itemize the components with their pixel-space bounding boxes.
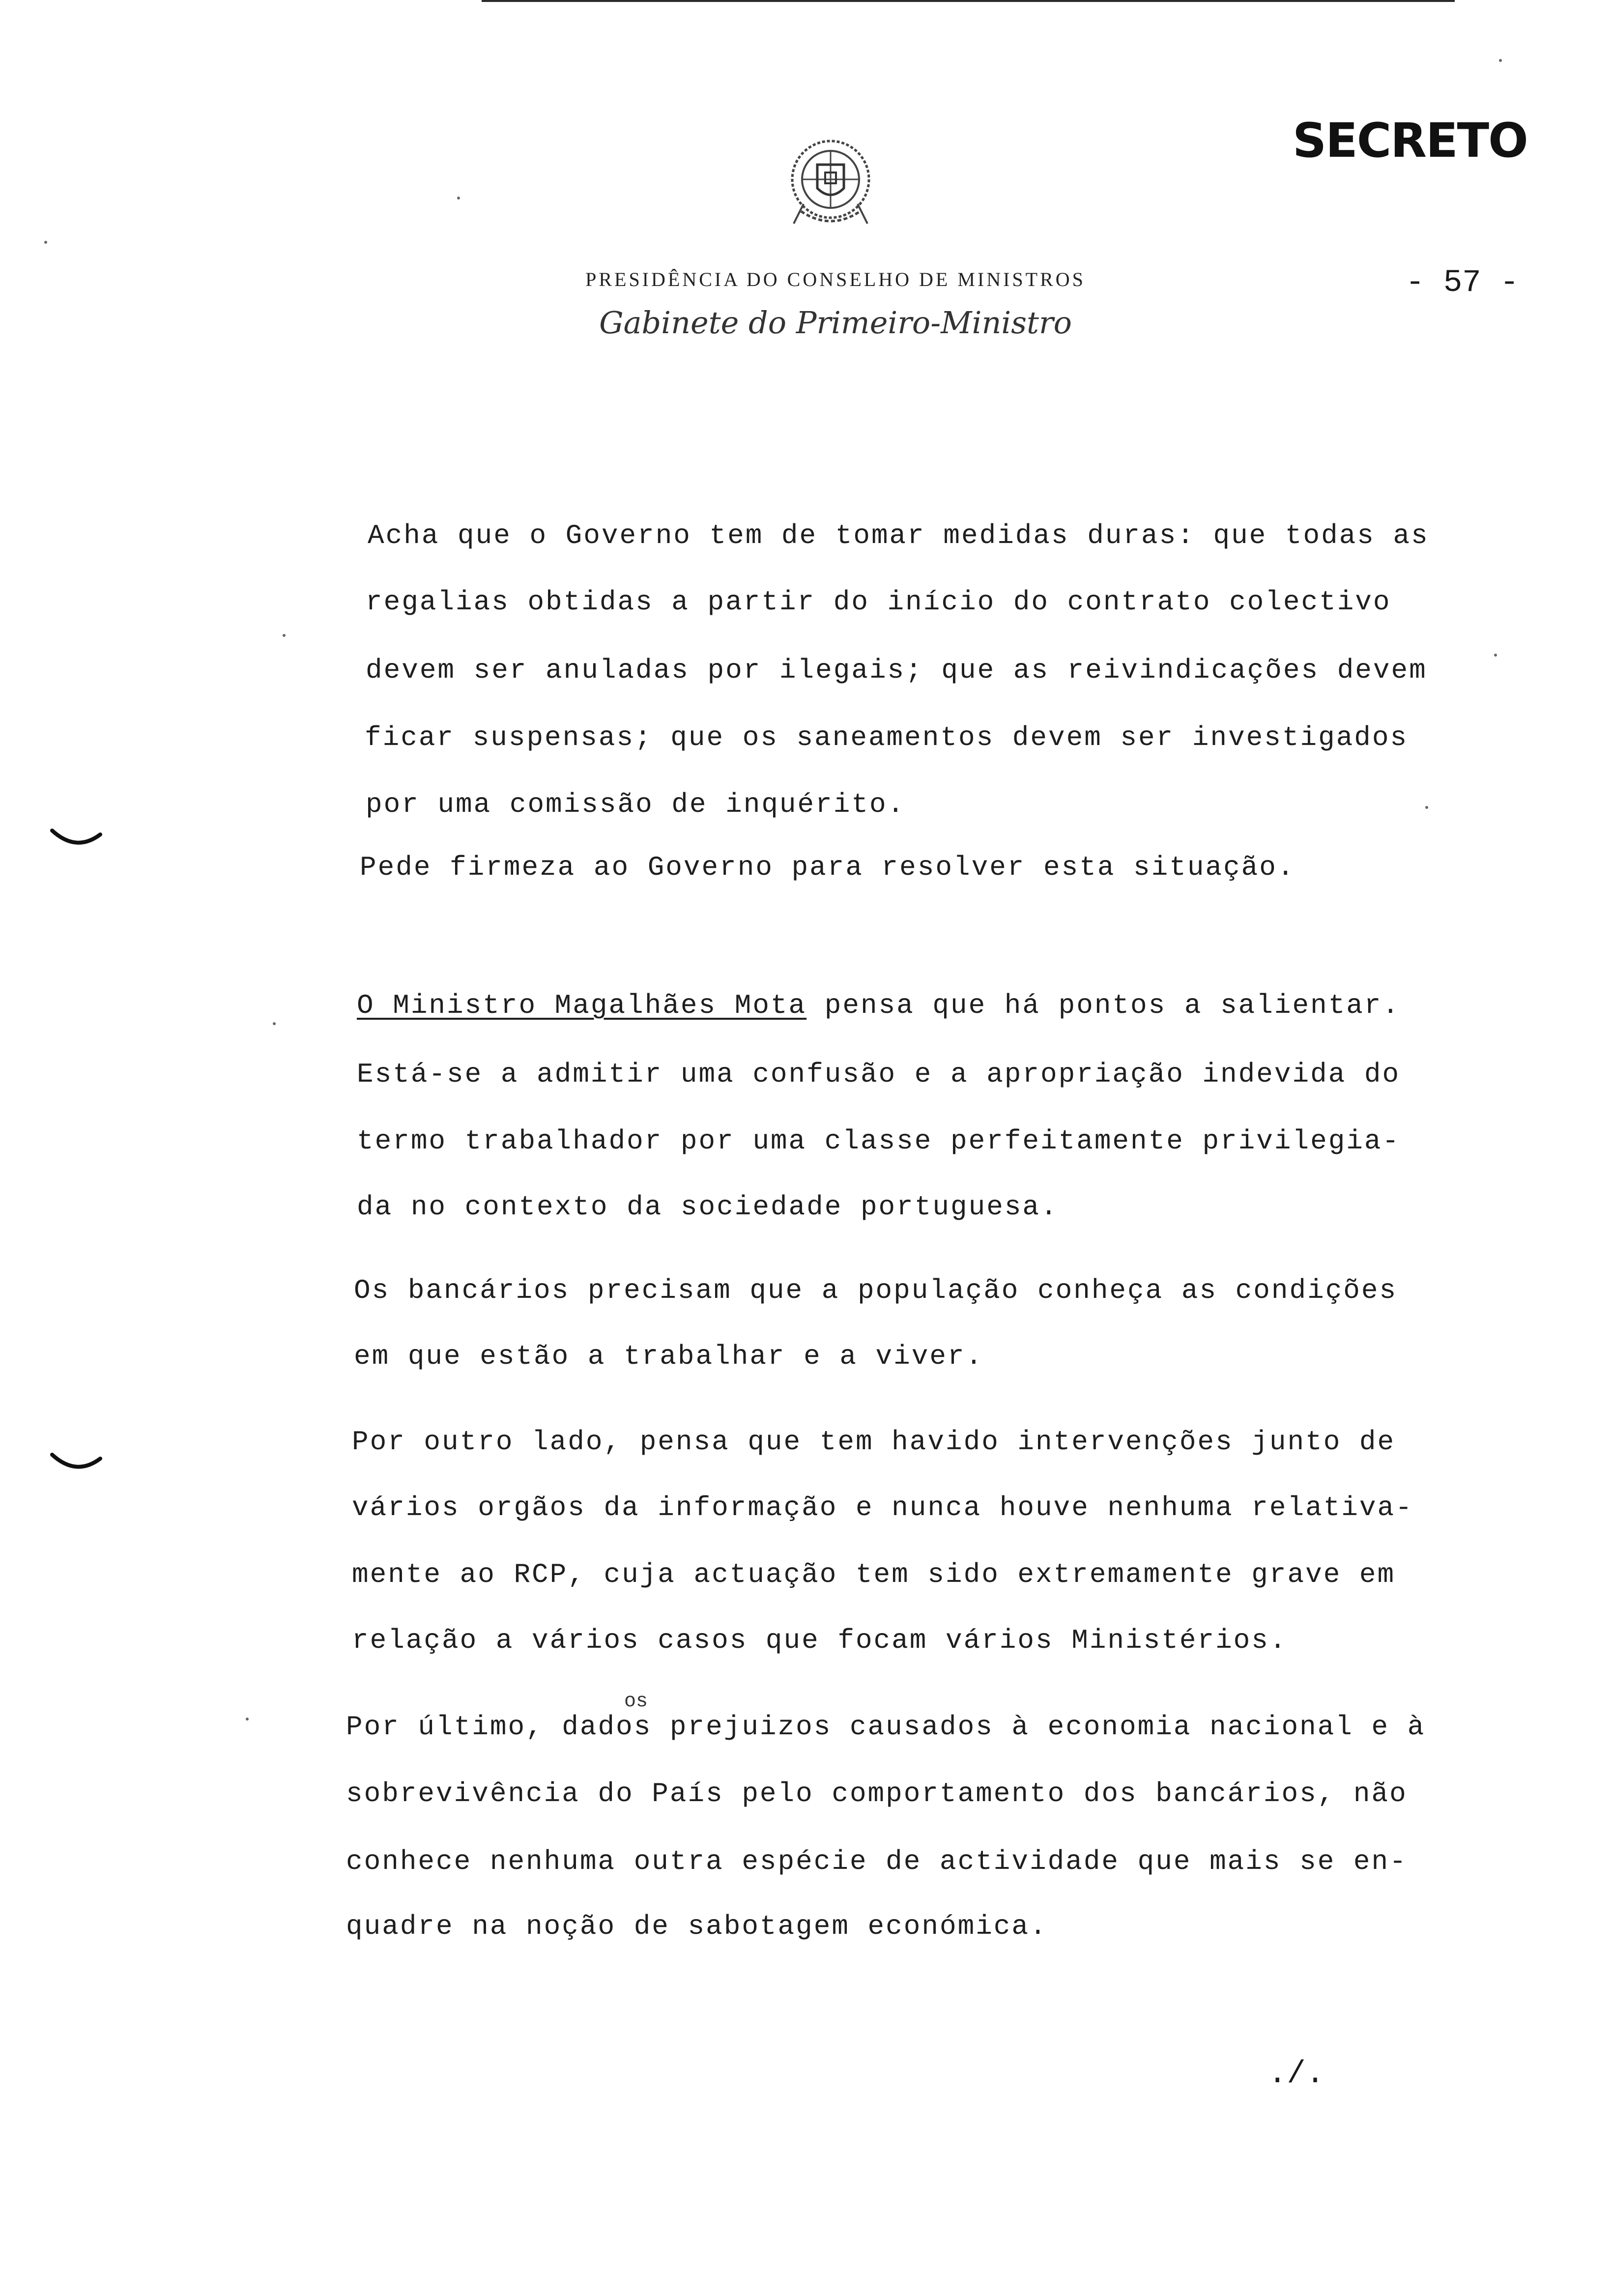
cabinet-heading: Gabinete do Primeiro-Ministro bbox=[599, 305, 1072, 341]
para2-line: Está-se a admitir uma confusão e a apropriação indevida do bbox=[357, 1059, 1401, 1090]
para5-line: conhece nenhuma outra espécie de actividade que mais se en- bbox=[346, 1846, 1408, 1877]
speck bbox=[1499, 59, 1502, 62]
speck bbox=[44, 241, 47, 244]
office-heading: PRESIDÊNCIA DO CONSELHO DE MINISTROS bbox=[585, 268, 1086, 290]
punch-hole-mark bbox=[49, 826, 103, 855]
para5-line: sobrevivência do País pelo comportamento dos bancários, não bbox=[346, 1778, 1408, 1809]
page-number: - 57 - bbox=[1406, 265, 1519, 301]
para5-line: Por último, dados prejuizos causados à economia nacional e à bbox=[346, 1711, 1426, 1743]
handwritten-insertion: os bbox=[624, 1691, 648, 1713]
para4-line: vários orgãos da informação e nunca houve nenhuma relativa- bbox=[352, 1492, 1413, 1523]
para4-line: relação a vários casos que focam vários Ministérios. bbox=[352, 1625, 1288, 1656]
para2-first-rest: pensa que há pontos a salientar. bbox=[806, 990, 1401, 1021]
continuation-mark: ./. bbox=[1268, 2057, 1325, 2092]
punch-hole-mark bbox=[49, 1450, 103, 1479]
para3-line: Os bancários precisam que a população conheça as condições bbox=[354, 1275, 1398, 1306]
speck bbox=[457, 197, 460, 200]
top-rule bbox=[482, 0, 1455, 2]
speck bbox=[273, 1022, 276, 1025]
para4-line: Por outro lado, pensa que tem havido intervenções junto de bbox=[352, 1426, 1396, 1458]
speck bbox=[246, 1718, 249, 1721]
classification-stamp: SECRETO bbox=[1293, 113, 1527, 168]
para5-line: quadre na noção de sabotagem económica. bbox=[346, 1911, 1048, 1942]
para2-line: termo trabalhador por uma classe perfeitamente privilegia- bbox=[357, 1125, 1401, 1157]
para3-line: em que estão a trabalhar e a viver. bbox=[354, 1341, 984, 1372]
para1-line: regalias obtidas a partir do início do contrato colectivo bbox=[366, 586, 1391, 618]
para1b-line: Pede firmeza ao Governo para resolver esta situação. bbox=[360, 852, 1295, 883]
para2-first-line bbox=[357, 992, 1400, 1019]
speck bbox=[1425, 806, 1428, 809]
para4-line: mente ao RCP, cuja actuação tem sido extremamente grave em bbox=[352, 1559, 1396, 1590]
para1-line: por uma comissão de inquérito. bbox=[366, 789, 906, 820]
speck bbox=[283, 634, 286, 637]
para2-line: da no contexto da sociedade portuguesa. bbox=[357, 1191, 1059, 1223]
speck bbox=[1494, 654, 1497, 657]
minister-name: O Ministro Magalhães Mota bbox=[357, 990, 807, 1021]
para1-line: devem ser anuladas por ilegais; que as reivindicações devem bbox=[366, 655, 1427, 686]
para1-line: Acha que o Governo tem de tomar medidas duras: que todas as bbox=[368, 520, 1429, 551]
coat-of-arms-icon bbox=[774, 130, 887, 243]
para1-line: ficar suspensas; que os saneamentos devem ser investigados bbox=[365, 722, 1409, 753]
